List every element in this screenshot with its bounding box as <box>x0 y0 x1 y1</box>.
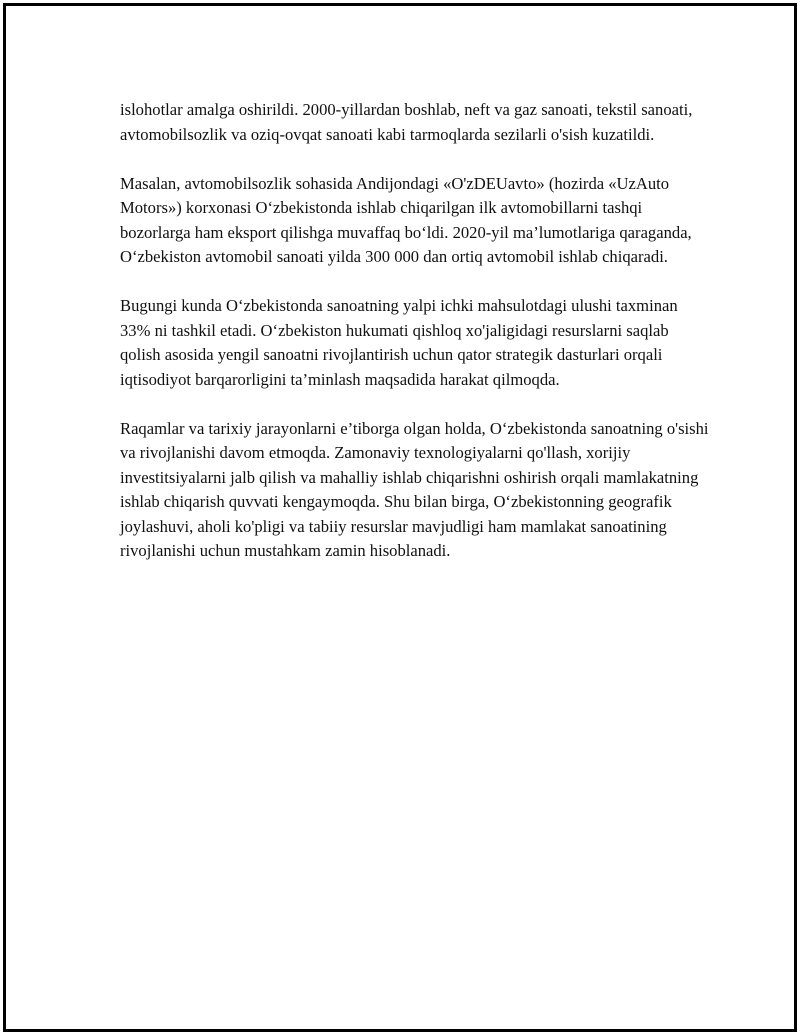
paragraph-1: islohotlar amalga oshirildi. 2000-yillardan boshlab, neft va gaz sanoati, tekstil sanoati, avtomobilsozlik va oziq-ovqat sanoati kabi tarmoqlarda sezilarli o'sish kuzatildi. <box>120 100 693 144</box>
page-frame <box>3 3 797 1032</box>
paragraph-4: Raqamlar va tarixiy jarayonlarni e’tiborga olgan holda, O‘zbekistonda sanoatning o'sishi va rivojlanishi davom etmoqda. Zamonaviy texnologiyalarni qo'llash, xorijiy investitsiyalarni jalb qilish va mahalliy ishlab chiqarishni oshirish orqali mamlakatning ishlab chiqarish quvvati kengaymoqda. Shu bilan birga, O‘zbekistonning geografik joylashuvi, aholi ko'pligi va tabiiy resurslar mavjudligi ham mamlakat sanoatining rivojlanishi uchun mustahkam zamin hisoblanadi. <box>120 418 709 560</box>
paragraph-3: Bugungi kunda O‘zbekistonda sanoatning yalpi ichki mahsulotdagi ulushi taxminan 33% ni tashkil etadi. O‘zbekiston hukumati qishloq xo'jaligidagi resurslarni saqlab qolish asosida yengil sanoatni rivojlantirish uchun qator strategik dasturlari orqali iqtisodiyot barqarorligini ta’minlash maqsadida harakat qilmoqda. <box>120 296 678 389</box>
paragraph-2: Masalan, avtomobilsozlik sohasida Andijondagi «O'zDEUavto» (hozirda «UzAuto Motors») korxonasi O‘zbekistonda ishlab chiqarilgan ilk avtomobillarni tashqi bozorlarga ham eksport qilishga muvaffaq bo‘ldi. 2020-yil ma’lumotlariga qaraganda, O‘zbekiston avtomobil sanoati yilda 300 000 dan ortiq avtomobil ishlab chiqaradi. <box>120 173 692 266</box>
page-body <box>120 98 710 588</box>
